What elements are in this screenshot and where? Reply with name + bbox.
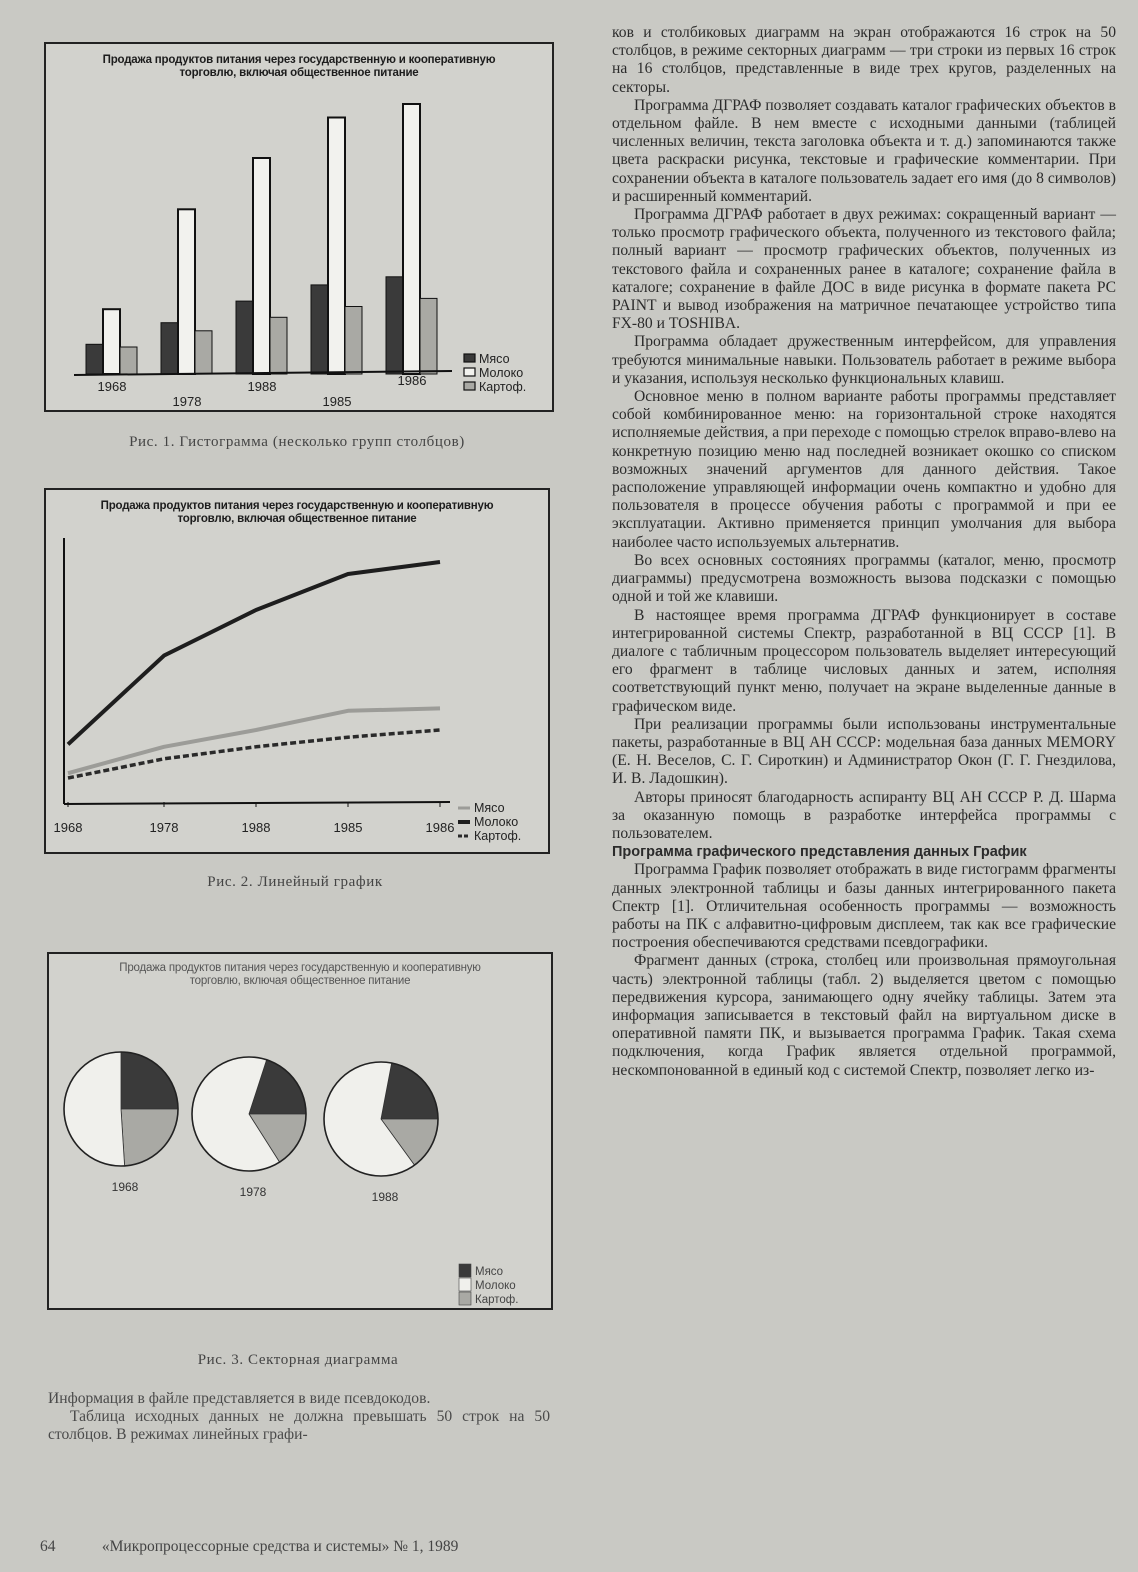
right-paragraph: Основное меню в полном варианте работы программы представляет собой комбинированное меню: на горизонтальной строке находятся исполняемые действия, а при переходе с помощью стрелок вправо-влево на конкретную позицию меню над последней возникает окошко со списком возможных значений аргументов для данного действия. Такое расположение управляющей информации очень компактно и удобно для пользователя в процессе обучения работы с программой и при ее эксплуатации. Активно применяется принцип умолчания для выбора наиболее часто используемых альтернатив. (612, 388, 1116, 551)
bar-Картоф. (195, 331, 212, 374)
x-axis (64, 802, 450, 804)
legend-swatch (459, 1264, 471, 1277)
bar-Мясо (311, 285, 328, 374)
left-column-text (48, 1390, 550, 1445)
figure-2-frame (44, 488, 550, 854)
bar-chart (46, 44, 552, 410)
bar-Молоко (328, 118, 345, 375)
x-tick-label: 1968 (97, 379, 127, 394)
legend-swatch (459, 1292, 471, 1305)
bar-Молоко (103, 309, 120, 374)
legend-label: Картоф. (474, 829, 522, 843)
figure-1-title-line-1: Продажа продуктов питания через государственную и кооперативную (102, 54, 496, 66)
legend-swatch (459, 1278, 471, 1291)
x-tick-label: 1985 (322, 394, 352, 409)
figure-3-title-line-2: торговлю, включая общественное питание (189, 975, 411, 987)
right-paragraph: Авторы приносят благодарность аспиранту ВЦ АН СССР Р. Д. Шарма за оказанную помощь в разработке интерфейса программы с пользователем. (612, 788, 1116, 842)
figure-2-title-line-2: торговлю, включая общественное питание (177, 513, 417, 525)
legend-label: Молоко (475, 1280, 516, 1292)
right-paragraph: Фрагмент данных (строка, столбец или произвольная прямоугольная часть) электронной таблицы (табл. 2) выделяется цветом с помощью передвижения курсора, занимающего одну ячейку таблицы. Затем эта информация записывается в текстовый файл на виртуальном диске в оперативной памяти ПК, и вызывается программа График. Такая схема подключения, когда График является отдельной программой, нескомпонованной в единый код с системой Спектр, позволяет легко из- (612, 952, 1116, 1079)
left-paragraph-1: Информация в файле представляется в виде псевдокодов. (48, 1390, 431, 1407)
figure-2-title-line-1: Продажа продуктов питания через государственную и кооперативную (100, 500, 494, 512)
series-line-Картоф. (68, 730, 440, 778)
legend-label: Молоко (474, 815, 519, 829)
figure-1-frame (44, 42, 554, 412)
legend-label: Мясо (474, 801, 505, 815)
legend-label: Картоф. (479, 380, 527, 394)
legend-label: Картоф. (475, 1294, 519, 1306)
legend-label: Молоко (479, 366, 524, 380)
x-tick-label: 1988 (247, 379, 277, 394)
bar-Молоко (253, 158, 270, 374)
pie-label: 1978 (239, 1185, 267, 1199)
bar-Молоко (403, 104, 420, 374)
x-tick-label: 1968 (53, 820, 83, 835)
figure-1-title-line-2: торговлю, включая общественное питание (179, 67, 419, 79)
pie-slice-Картоф. (121, 1109, 178, 1166)
series-line-Мясо (68, 708, 440, 773)
legend-label: Мясо (475, 1266, 504, 1278)
legend-label: Мясо (479, 352, 510, 366)
figure-3-frame (47, 952, 553, 1310)
pie-label: 1988 (371, 1190, 399, 1204)
section-heading: Программа графического представления данных График (612, 844, 1027, 861)
figure-3-caption: Рис. 3. Секторная диаграмма (197, 1352, 399, 1368)
bar-Картоф. (120, 347, 137, 374)
bar-Мясо (386, 277, 403, 374)
pie-slice-Молоко (64, 1052, 125, 1166)
legend-swatch (464, 382, 475, 390)
journal-title: «Микропроцессорные средства и системы» № 1, 1989 (101, 1538, 459, 1555)
x-tick-label: 1986 (425, 820, 455, 835)
legend-swatch (464, 354, 475, 362)
right-paragraph: Во всех основных состояниях программы (каталог, меню, просмотр диаграммы) предусмотрена возможность вызова подсказки с помощью одной и той же клавиши. (612, 551, 1116, 606)
right-column-text (612, 24, 1116, 1080)
right-paragraph: Программа обладает дружественным интерфейсом, для управления требуются минимальные навыки. Пользователь работает в режиме выбора и указания, используя несколько функциональных клавиш. (612, 333, 1116, 387)
figure-2-caption: Рис. 2. Линейный график (207, 874, 383, 890)
left-paragraph-2: Таблица исходных данных не должна превышать 50 строк на 50 столбцов. В режимах линейных графи- (48, 1408, 550, 1444)
x-tick-label: 1986 (397, 373, 427, 388)
right-paragraph: В настоящее время программа ДГРАФ функционирует в составе интегрированной системы Спектр, разработанной в ВЦ СССР [1]. В диалоге с табличным процессором пользователь выделяет интересующий его фрагмент в таблице числовых данных и затем, исполняя соответствующий пункт меню, получает на экране выделенные данные в графическом виде. (612, 606, 1116, 715)
right-paragraph: ков и столбиковых диаграмм на экран отображаются 16 строк на 50 столбцов, в режиме секторных диаграмм — три строки из первых 16 строк на 16 столбцов, представленные в виде трех кругов, разделенных на секторы. (612, 24, 1116, 96)
legend-swatch (464, 368, 475, 376)
x-tick-label: 1985 (333, 820, 363, 835)
bar-Мясо (161, 323, 178, 374)
right-paragraph: Программа ДГРАФ позволяет создавать каталог графических объектов в отдельном файле. В нем вместе с исходными данными (таблицей численных величин, текста заголовка объекта и т. д.) запоминаются также цвета раскраски рисунка, текстовые и графические комментарии. При сохранении объекта в каталоге пользователь задает его имя (до 8 символов) и расширенный комментарий. (612, 96, 1116, 205)
line-chart (46, 490, 548, 852)
right-paragraph: При реализации программы были использованы инструментальные пакеты, разработанные в ВЦ АН СССР: модельная база данных MEMORY (Е. Н. Веселов, С. Г. Сироткин) и Администратор Окон (Г. Г. Гнездилова, И. В. Ладошкин). (612, 715, 1116, 788)
figure-3-title-line-1: Продажа продуктов питания через государственную и кооперативную (119, 962, 481, 974)
x-tick-label: 1988 (241, 820, 271, 835)
bar-Молоко (178, 209, 195, 374)
page-footer (40, 1538, 458, 1556)
bar-Картоф. (345, 307, 362, 375)
x-tick-label: 1978 (149, 820, 179, 835)
right-paragraph: Программа График позволяет отображать в виде гистограмм фрагменты данных электронной таблицы и базы данных интегрированного пакета Спектр [1]. Отличительная особенность программы — возможность работы на ПК с алфавитно-цифровым дисплеем, так как все графические построения обеспечиваются средствами псевдографики. (612, 861, 1116, 952)
figure-1-caption: Рис. 1. Гистограмма (несколько групп столбцов) (129, 434, 465, 450)
bar-Картоф. (270, 317, 287, 374)
bar-Мясо (236, 301, 253, 374)
series-line-Молоко (68, 562, 440, 744)
x-tick-label: 1978 (172, 394, 202, 409)
pie-label: 1968 (111, 1180, 139, 1194)
right-paragraph: Программа ДГРАФ работает в двух режимах: сокращенный вариант — только просмотр графического объекта, полученного из текстового файла; полный вариант — просмотр графических объектов, полученных из текстового файла и сохраненных ранее в каталоге; сохранение файла в каталоге; сохранение в файле ДОС в виде рисунка в формате пакета PC PAINT и вывод изображения на матричное печатающее устройство типа FX-80 и TOSHIBA. (612, 206, 1116, 333)
page-number: 64 (40, 1538, 56, 1555)
bar-Мясо (86, 344, 103, 374)
bar-Картоф. (420, 298, 437, 374)
pie-chart (49, 954, 551, 1308)
